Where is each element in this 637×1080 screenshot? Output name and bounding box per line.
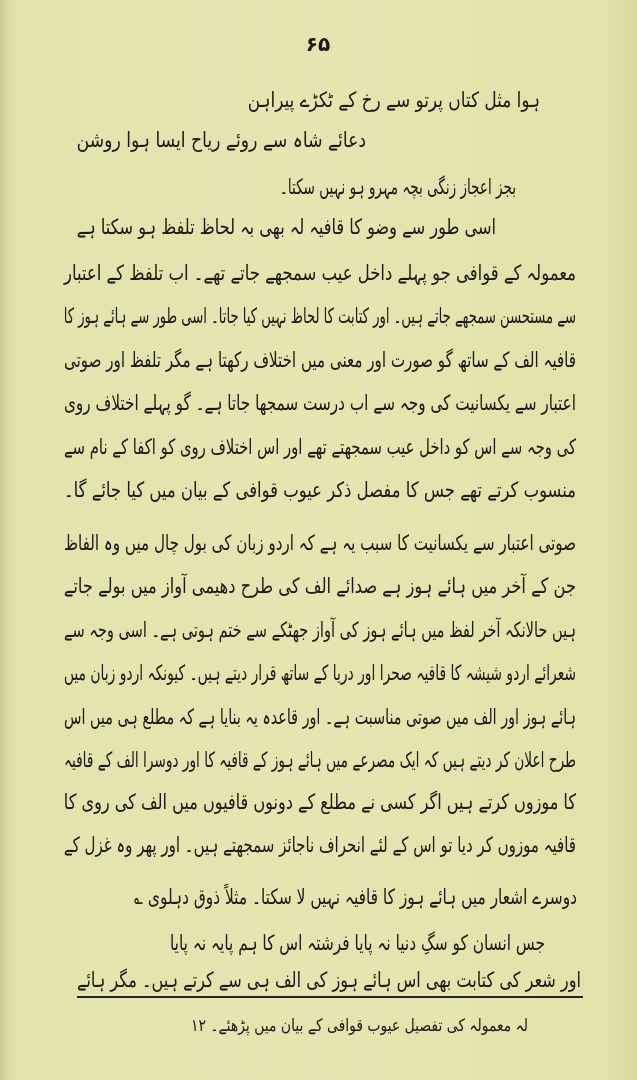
body-line: سے مستحسن سمجھے جاتے ہیں۔ اور کتابت کا لحاظ نہیں کیا جاتا۔ اسی طور سے ہائے ہوز کا (63, 304, 577, 328)
body-line: ہیں حالانکہ آخر لفظ میں ہائے ہوز کی آواز جھٹکے سے ختم ہوتی ہے۔ اسی وجہ سے (64, 618, 576, 642)
body-line: جن کے آخر میں ہائے ہوز ہے صدائے الف کی طرح دھیمی آواز میں بولے جاتے (63, 574, 576, 598)
body-line: طرح اعلان کر دیتے ہیں کہ ایک مصرعے میں ہائے ہوز کے قافیہ کا اور دوسرا الف کے قافیہ (64, 748, 576, 772)
body-line: اسی طور سے وضو کا قافیہ لہ بھی بہ لحاظ تلفظ ہو سکتا ہے (76, 215, 496, 239)
body-line: ہائے ہوز اور الف میں صوتی مناسبت ہے۔ اور قاعدہ یہ بنایا ہے کہ مطلع ہی میں اس (64, 705, 576, 729)
verse-line: دعائے شاہ سے روئے ریاح ایسا ہوا روشن (76, 128, 366, 152)
couplet: جس انسان کو سگِ دنیا نہ پایا فرشتہ اس کا ہم پایہ نہ پایا (170, 931, 545, 955)
body-line: منسوب کرتے تھے جس کا مفصل ذکر عیوب قوافی کے بیان میں کیا جائے گا۔ (64, 478, 576, 502)
body-line: کا موزوں کرتے ہیں اگر کسی نے مطلع کے دونوں قافیوں میں الف کی روی کا (63, 790, 576, 814)
footnote-divider (77, 996, 583, 998)
page-number: ۶۵ (305, 32, 331, 56)
body-line: صوتی اعتبار سے یکسانیت کا سبب یہ ہے کہ اردو زبان کی بول چال میں وہ الفاظ (64, 531, 576, 555)
body-line: اعتبار سے یکسانیت کی وجہ سے اب درست سمجھا جاتا ہے۔ گو پہلے اختلاف روی (64, 391, 576, 415)
body-line: قافیہ الف کے ساتھ گو صورت اور معنی میں اختلاف رکھتا ہے مگر تلفظ اور صوتی (64, 348, 576, 372)
body-line: اور شعر کی کتابت بھی اس ہائے ہوز کی الف ہی سے کرتے ہیں۔ مگر ہائے (76, 968, 581, 992)
body-line: معمولہ کے قوافی جو پہلے داخل عیب سمجھے جاتے تھے۔ اب تلفظ کے اعتبار (64, 261, 576, 285)
body-line: کی وجہ سے اس کو داخل عیب سمجھتے تھے اور اس اختلاف روی کو اکفا کے نام سے (64, 435, 576, 459)
body-line: دوسرے اشعار میں ہائے ہوز کا قافیہ نہیں لا سکتا۔ مثلاً ذوق دہلوی ؎ (133, 885, 577, 909)
body-line: شعرائے اردو شیشہ کا قافیہ صحرا اور دریا کے ساتھ قرار دیتے ہیں۔ کیونکہ اردو زبان میں (63, 661, 577, 685)
body-line: قافیہ موزوں کر دیا تو اس کے لئے انحراف ناجائز سمجھتے ہیں۔ اور پھر وہ غزل کے (63, 833, 576, 857)
footnote: لہ معمولہ کی تفصیل عیوب قوافی کے بیان میں پڑھئے۔ ۱۲ (191, 1016, 529, 1036)
verse-line: ہوا مثل کتاں پرتو سے رخ کے ٹکڑے پیراہن (247, 88, 541, 112)
verse-line: بجز اعجاز زنگی بچہ مہرو ہو نہیں سکتا۔ (279, 175, 516, 199)
